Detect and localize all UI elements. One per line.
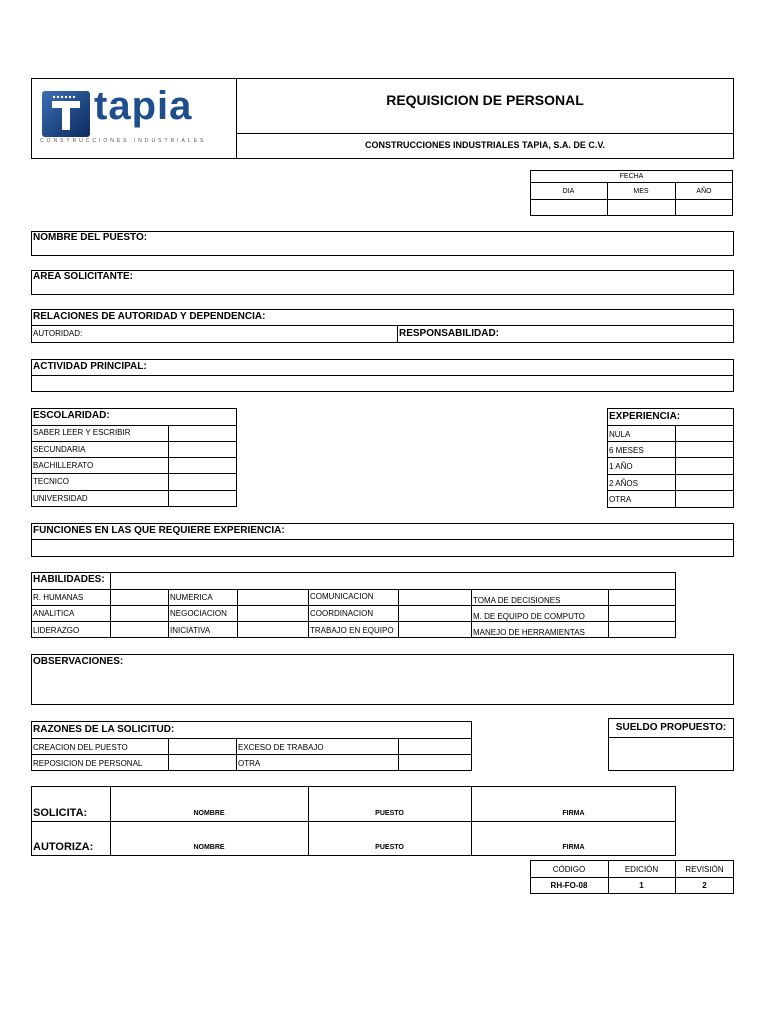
company-name: CONSTRUCCIONES INDUSTRIALES TAPIA, S.A. DE C.V. xyxy=(364,140,606,150)
solicita-puesto-input[interactable] xyxy=(310,788,469,806)
razon-checkbox[interactable] xyxy=(399,739,471,754)
habilidad-checkbox[interactable] xyxy=(399,606,470,621)
nombre-puesto-label: NOMBRE DEL PUESTO: xyxy=(33,232,148,243)
escolaridad-item: BACHILLERATO xyxy=(33,461,94,470)
habilidad-checkbox[interactable] xyxy=(238,622,307,637)
sueldo-input[interactable] xyxy=(609,738,733,770)
escolaridad-checkbox[interactable] xyxy=(169,458,236,473)
habilidad-item: R. HUMANAS xyxy=(33,593,84,602)
logo xyxy=(40,84,230,150)
habilidad-item: NEGOCIACION xyxy=(170,609,227,618)
solicita-nombre-input[interactable] xyxy=(112,788,306,806)
relaciones-line xyxy=(31,325,734,326)
escolaridad-item: TECNICO xyxy=(33,477,69,486)
autoriza-nombre-label: NOMBRE xyxy=(193,843,225,851)
escolaridad-item: UNIVERSIDAD xyxy=(33,494,88,503)
revision-value: 2 xyxy=(702,881,707,890)
escolaridad-checkbox[interactable] xyxy=(169,474,236,490)
autoriza-nombre-input[interactable] xyxy=(112,823,306,841)
habilidad-item: MANEJO DE HERRAMIENTAS xyxy=(473,628,585,637)
logo-text: tapia xyxy=(94,84,193,128)
razon-item: EXCESO DE TRABAJO xyxy=(238,743,324,752)
escolaridad-checkbox[interactable] xyxy=(169,491,236,506)
habilidad-checkbox[interactable] xyxy=(111,622,167,637)
codigo-label: CÓDIGO xyxy=(552,864,586,874)
edicion-value: 1 xyxy=(639,881,644,890)
experiencia-item: 6 MESES xyxy=(609,446,644,455)
habilidad-item: COMUNICACION xyxy=(310,592,374,601)
razon-checkbox[interactable] xyxy=(169,755,235,770)
actividad-input[interactable] xyxy=(33,377,731,390)
habilidad-checkbox[interactable] xyxy=(238,606,307,621)
actividad-line xyxy=(31,375,734,376)
page-title: REQUISICION DE PERSONAL xyxy=(386,92,584,108)
experiencia-item: 2 AÑOS xyxy=(609,479,638,488)
relaciones-vline xyxy=(397,325,398,343)
autoriza-puesto-label: PUESTO xyxy=(375,843,404,851)
area-solicitante-label: AREA SOLICITANTE: xyxy=(33,271,133,282)
habilidades-label: HABILIDADES: xyxy=(33,574,105,585)
razon-checkbox[interactable] xyxy=(169,739,235,754)
autoriza-puesto-input[interactable] xyxy=(310,823,469,841)
logo-mark-icon xyxy=(42,91,90,137)
raz-vline-1 xyxy=(236,738,237,771)
fecha-mes-label: MES xyxy=(633,187,649,195)
escolaridad-item: SECUNDARIA xyxy=(33,445,86,454)
habilidad-item: LIDERAZGO xyxy=(33,626,80,635)
edicion-label: EDICIÓN xyxy=(624,864,659,874)
logo-subtitle: CONSTRUCCIONES INDUSTRIALES xyxy=(40,138,207,144)
solicita-firma-input[interactable] xyxy=(473,788,674,806)
habilidad-checkbox[interactable] xyxy=(609,606,675,621)
habilidad-item: ANALITICA xyxy=(33,609,75,618)
autoriza-label: AUTORIZA: xyxy=(33,841,94,853)
nombre-puesto-input[interactable] xyxy=(33,244,731,254)
autoridad-label: AUTORIDAD: xyxy=(33,329,83,338)
fecha-dia-label: DIA xyxy=(562,187,575,195)
experiencia-label: EXPERIENCIA: xyxy=(609,411,681,422)
habilidad-checkbox[interactable] xyxy=(399,590,470,605)
experiencia-item: NULA xyxy=(609,430,631,439)
razon-item: OTRA xyxy=(238,759,261,768)
autoriza-firma-input[interactable] xyxy=(473,823,674,841)
codigo-value: RH-FO-08 xyxy=(550,881,588,890)
experiencia-checkbox[interactable] xyxy=(676,426,733,441)
observaciones-input[interactable] xyxy=(33,670,731,703)
hab-vline-3 xyxy=(308,589,309,638)
solicita-label: SOLICITA: xyxy=(33,807,88,819)
fecha-label: FECHA xyxy=(619,173,644,180)
habilidad-item: TOMA DE DECISIONES xyxy=(473,596,561,605)
razon-item: REPOSICION DE PERSONAL xyxy=(33,759,143,768)
experiencia-checkbox[interactable] xyxy=(676,491,733,507)
observaciones-label: OBSERVACIONES: xyxy=(33,656,124,667)
escolaridad-checkbox[interactable] xyxy=(169,442,236,457)
header-title-divider xyxy=(236,133,734,134)
hab-vline-5 xyxy=(471,589,472,638)
relaciones-label: RELACIONES DE AUTORIDAD Y DEPENDENCIA: xyxy=(33,311,266,322)
fecha-anio-label: AÑO xyxy=(696,187,712,195)
fecha-anio-input[interactable] xyxy=(676,200,732,215)
habilidad-checkbox[interactable] xyxy=(399,622,470,637)
responsabilidad-label: RESPONSABILIDAD: xyxy=(399,328,500,339)
habilidad-checkbox[interactable] xyxy=(609,622,675,637)
habilidad-item: M. DE EQUIPO DE COMPUTO xyxy=(473,612,585,621)
habilidad-item: NUMERICA xyxy=(170,593,213,602)
actividad-label: ACTIVIDAD PRINCIPAL: xyxy=(33,361,147,372)
razon-checkbox[interactable] xyxy=(399,755,471,770)
funciones-input[interactable] xyxy=(33,541,731,555)
habilidad-checkbox[interactable] xyxy=(111,606,167,621)
habilidad-checkbox[interactable] xyxy=(238,590,307,605)
revision-label: REVISIÓN xyxy=(685,864,724,874)
funciones-label: FUNCIONES EN LAS QUE REQUIERE EXPERIENCIA: xyxy=(33,525,285,536)
razones-label: RAZONES DE LA SOLICITUD: xyxy=(33,724,175,735)
autoriza-firma-label: FIRMA xyxy=(562,843,585,851)
hab-vline-1 xyxy=(168,589,169,638)
sueldo-label: SUELDO PROPUESTO: xyxy=(615,722,727,733)
firmas-line xyxy=(31,821,676,822)
razon-item: CREACION DEL PUESTO xyxy=(33,743,128,752)
escolaridad-item: SABER LEER Y ESCRIBIR xyxy=(33,428,131,437)
area-solicitante-input[interactable] xyxy=(33,283,731,293)
habilidad-checkbox[interactable] xyxy=(609,590,675,605)
escolaridad-checkbox[interactable] xyxy=(169,426,236,441)
fecha-mes-input[interactable] xyxy=(608,200,674,215)
experiencia-item: OTRA xyxy=(609,495,632,504)
habilidad-checkbox[interactable] xyxy=(111,590,167,605)
habilidad-item: TRABAJO EN EQUIPO xyxy=(310,626,394,635)
escolaridad-label: ESCOLARIDAD: xyxy=(33,410,110,421)
habilidad-item: COORDINACION xyxy=(310,609,374,618)
funciones-line xyxy=(31,539,734,540)
experiencia-checkbox[interactable] xyxy=(676,442,733,457)
habilidad-item: INICIATIVA xyxy=(170,626,211,635)
fecha-dia-input[interactable] xyxy=(531,200,606,215)
solicita-nombre-label: NOMBRE xyxy=(193,809,225,817)
experiencia-checkbox[interactable] xyxy=(676,458,733,474)
experiencia-checkbox[interactable] xyxy=(676,475,733,490)
solicita-puesto-label: PUESTO xyxy=(375,809,404,817)
experiencia-item: 1 AÑO xyxy=(609,462,633,471)
solicita-firma-label: FIRMA xyxy=(562,809,585,817)
habilidades-input[interactable] xyxy=(112,574,674,588)
